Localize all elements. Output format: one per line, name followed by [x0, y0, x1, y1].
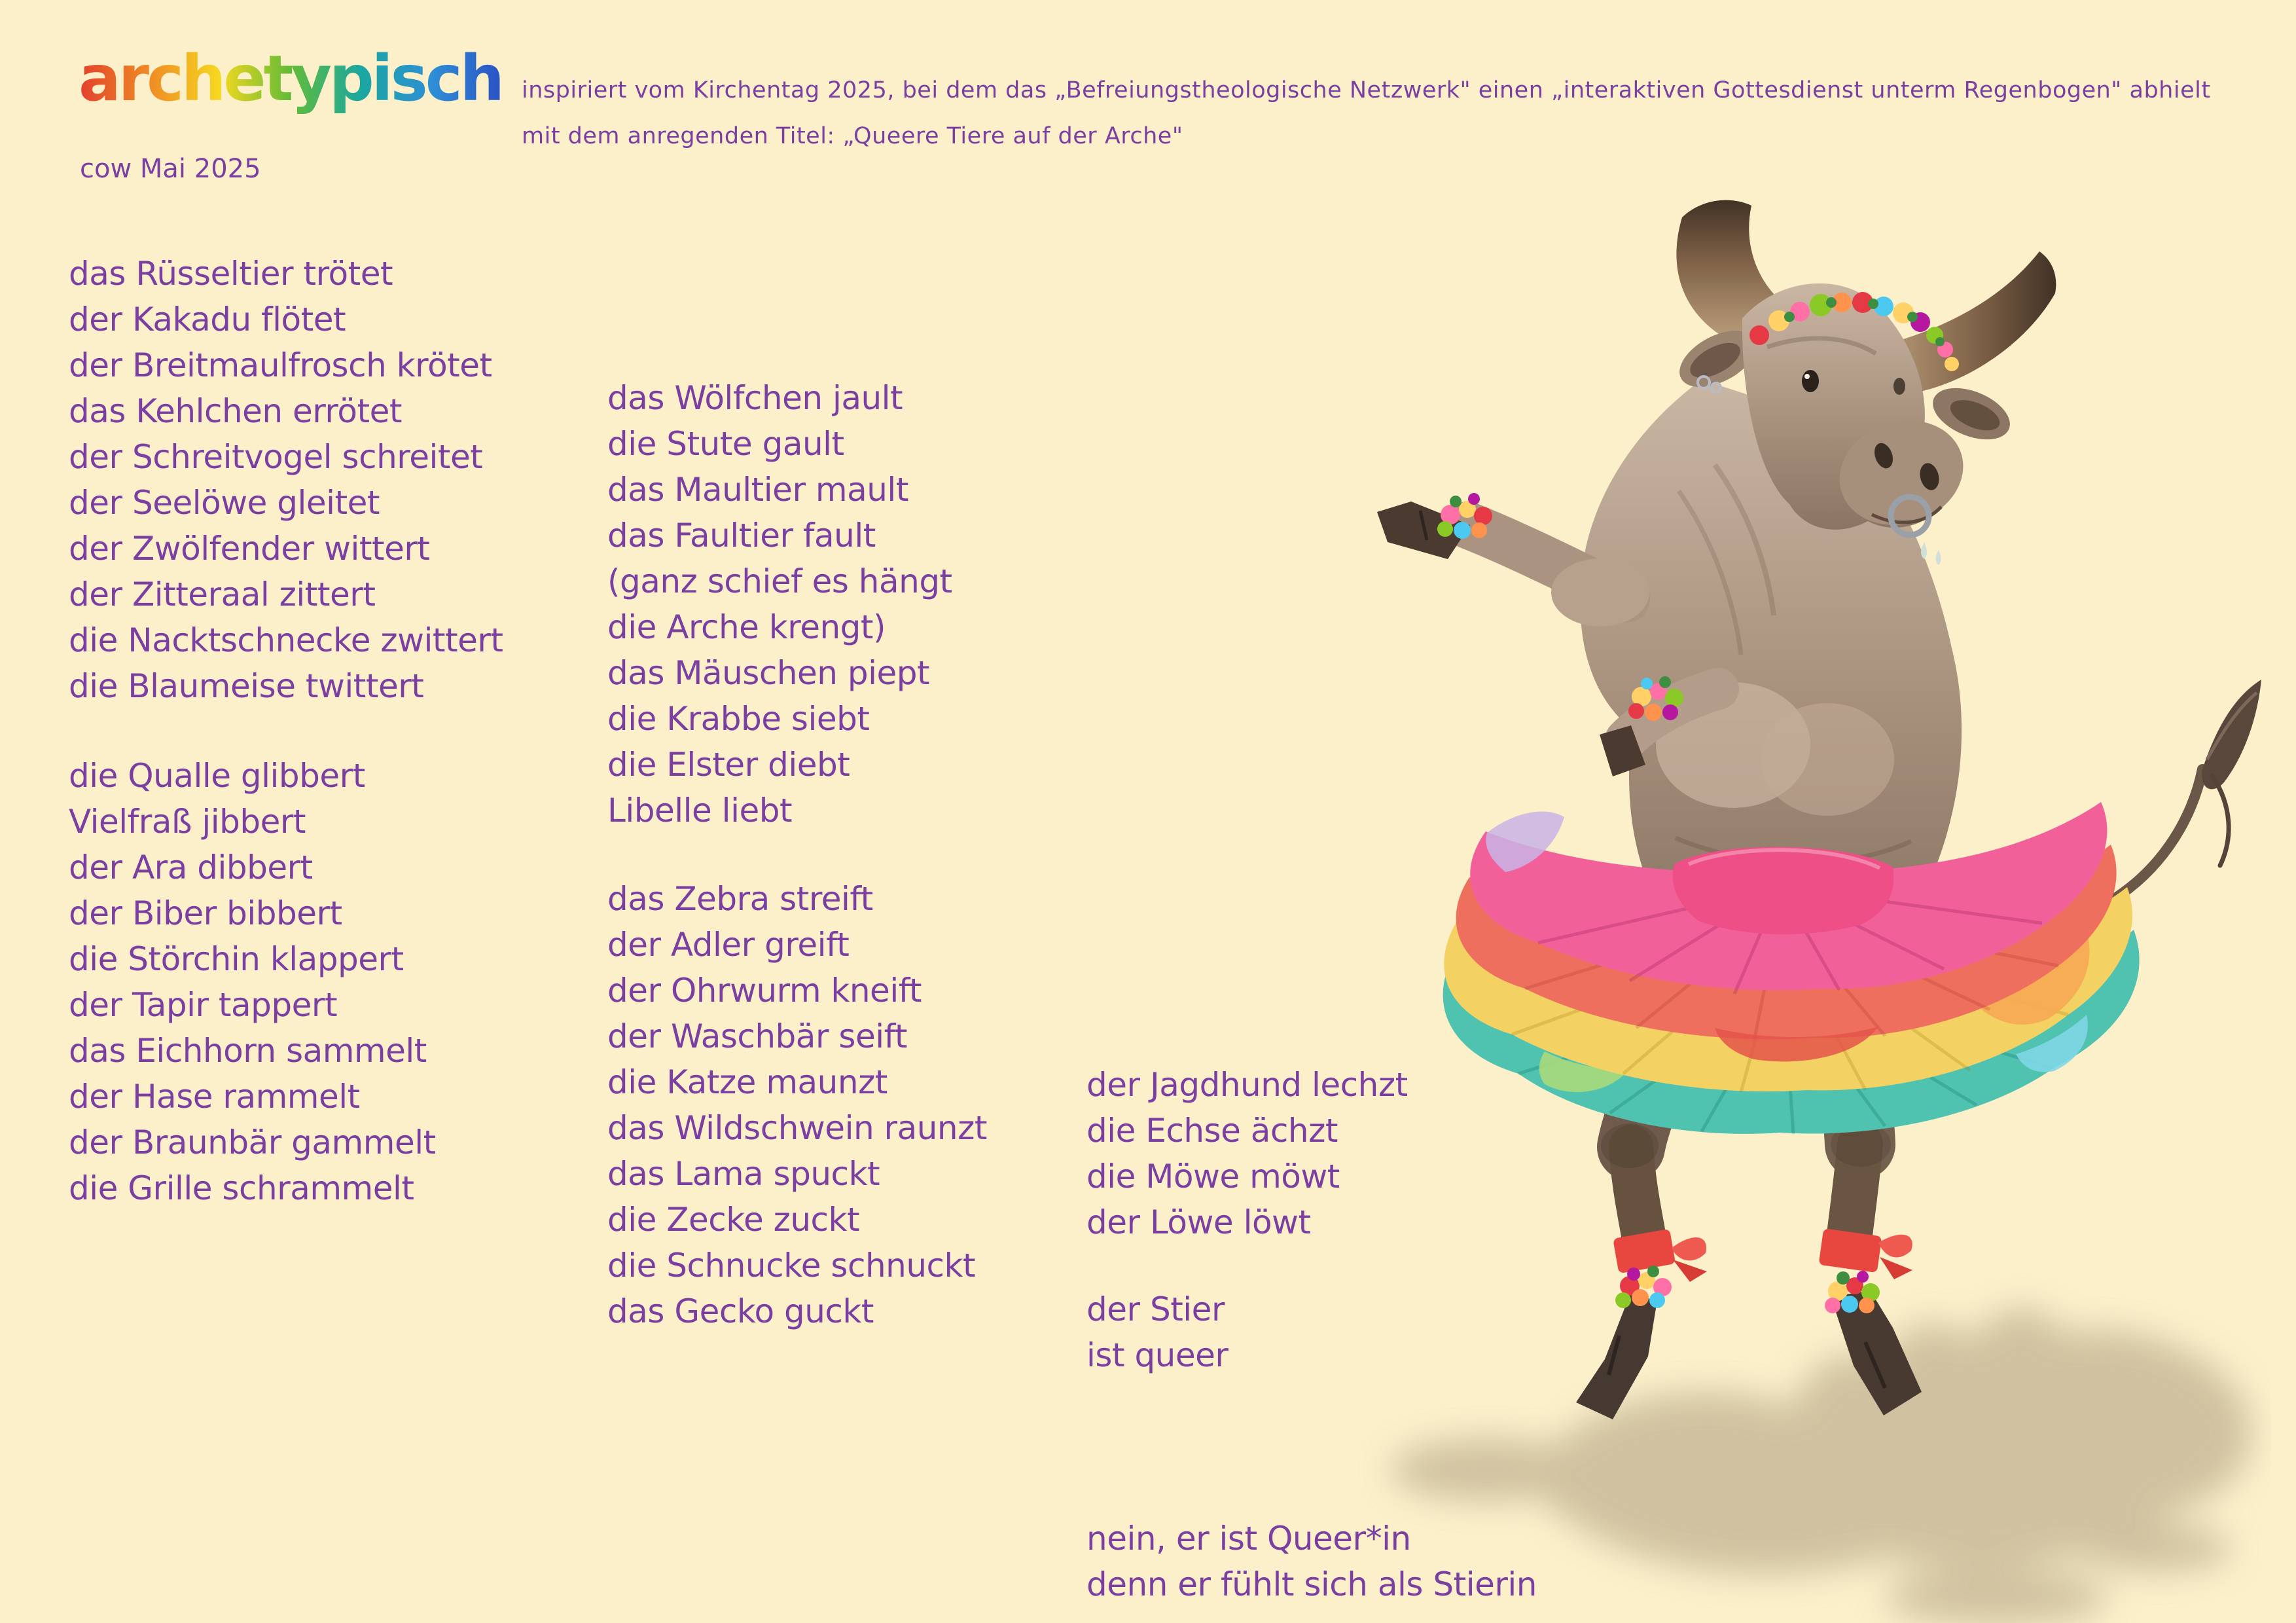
- poem-line: die Stute gault: [607, 425, 844, 463]
- poem-line: die Krabbe siebt: [607, 700, 870, 738]
- poem-line: der Löwe löwt: [1086, 1203, 1311, 1241]
- middle-column-stanza-2: [607, 876, 987, 1334]
- poem-line: das Rüsseltier trötet: [69, 255, 393, 293]
- poem-line: der Jagdhund lechzt: [1086, 1066, 1408, 1104]
- poem-line: der Tapir tappert: [69, 986, 338, 1024]
- poem-line: der Waschbär seift: [607, 1017, 907, 1055]
- poem-line: der Schreitvogel schreitet: [69, 438, 483, 476]
- poem-line: die Grille schrammelt: [69, 1169, 414, 1207]
- poem-line: das Mäuschen piept: [607, 654, 930, 692]
- right-column-stanza-2: [1086, 1286, 1228, 1378]
- left-column-stanza-2: [69, 753, 436, 1211]
- poem-line: Libelle liebt: [607, 792, 793, 830]
- page-title: archetypisch: [79, 42, 502, 115]
- poem-line: der Hase rammelt: [69, 1078, 360, 1116]
- bull-ballerina-illustration: [1348, 183, 2271, 1623]
- left-column-stanza-1: [69, 251, 503, 709]
- poem-line: der Zitteraal zittert: [69, 575, 376, 613]
- poem-line: die Zecke zuckt: [607, 1201, 860, 1239]
- poem-line: die Nacktschnecke zwittert: [69, 621, 503, 659]
- poem-line: das Gecko guckt: [607, 1292, 874, 1330]
- ground-shadow: [1391, 1309, 2251, 1623]
- poem-line: der Braunbär gammelt: [69, 1123, 436, 1161]
- poem-line: das Kehlchen errötet: [69, 392, 402, 430]
- poem-line: die Qualle glibbert: [69, 757, 365, 795]
- poem-line: der Kakadu flötet: [69, 301, 346, 338]
- poem-line: die Blaumeise twittert: [69, 667, 424, 705]
- poem-line: das Zebra streift: [607, 880, 873, 918]
- poem-line: nein, er ist Queer*in: [1086, 1520, 1411, 1558]
- poem-line: der Stier: [1086, 1290, 1225, 1328]
- poem-line: ist queer: [1086, 1336, 1229, 1374]
- poem-line: der Zwölfender wittert: [69, 530, 430, 568]
- eye: [1802, 370, 1819, 392]
- bull-tail: [2094, 680, 2261, 910]
- poem-line: das Lama spuckt: [607, 1155, 880, 1193]
- poem-line: das Wildschwein raunzt: [607, 1109, 987, 1147]
- poem-line: der Breitmaulfrosch krötet: [69, 346, 492, 384]
- poem-line: die Arche krengt): [607, 608, 886, 646]
- poem-line: das Wölfchen jault: [607, 379, 903, 417]
- poem-line: der Adler greift: [607, 926, 850, 964]
- poem-line: die Möwe möwt: [1086, 1158, 1340, 1195]
- rainbow-tutu: [1443, 802, 2140, 1134]
- poem-line: die Katze maunzt: [607, 1063, 888, 1101]
- poem-line: der Ara dibbert: [69, 848, 313, 886]
- poem-line: Vielfraß jibbert: [69, 803, 306, 841]
- poem-line: die Elster diebt: [607, 746, 850, 784]
- poem-line: die Schnucke schnuckt: [607, 1247, 976, 1285]
- poem-line: die Störchin klappert: [69, 940, 404, 978]
- subtitle-line-1: inspiriert vom Kirchentag 2025, bei dem das „Befreiungstheologische Netzwerk" einen „interaktiven Gottesdienst unterm Regenbogen" abhielt: [522, 77, 2211, 103]
- poem-line: denn er fühlt sich als Stierin: [1086, 1565, 1537, 1603]
- poem-line: das Maultier mault: [607, 471, 908, 509]
- poem-line: das Faultier fault: [607, 517, 876, 555]
- poem-line: das Eichhorn sammelt: [69, 1032, 427, 1070]
- subtitle-line-2: mit dem anregenden Titel: „Queere Tiere auf der Arche": [522, 123, 1183, 149]
- poem-line: (ganz schief es hängt: [607, 562, 952, 600]
- poem-line: der Seelöwe gleitet: [69, 484, 380, 522]
- middle-column-stanza-1: [607, 375, 952, 833]
- poem-line: der Biber bibbert: [69, 894, 342, 932]
- ankle-flowers: [1615, 1266, 1880, 1313]
- poem-line: der Ohrwurm kneift: [607, 972, 922, 1010]
- poem-line: die Echse ächzt: [1086, 1112, 1338, 1150]
- byline: cow Mai 2025: [80, 154, 261, 184]
